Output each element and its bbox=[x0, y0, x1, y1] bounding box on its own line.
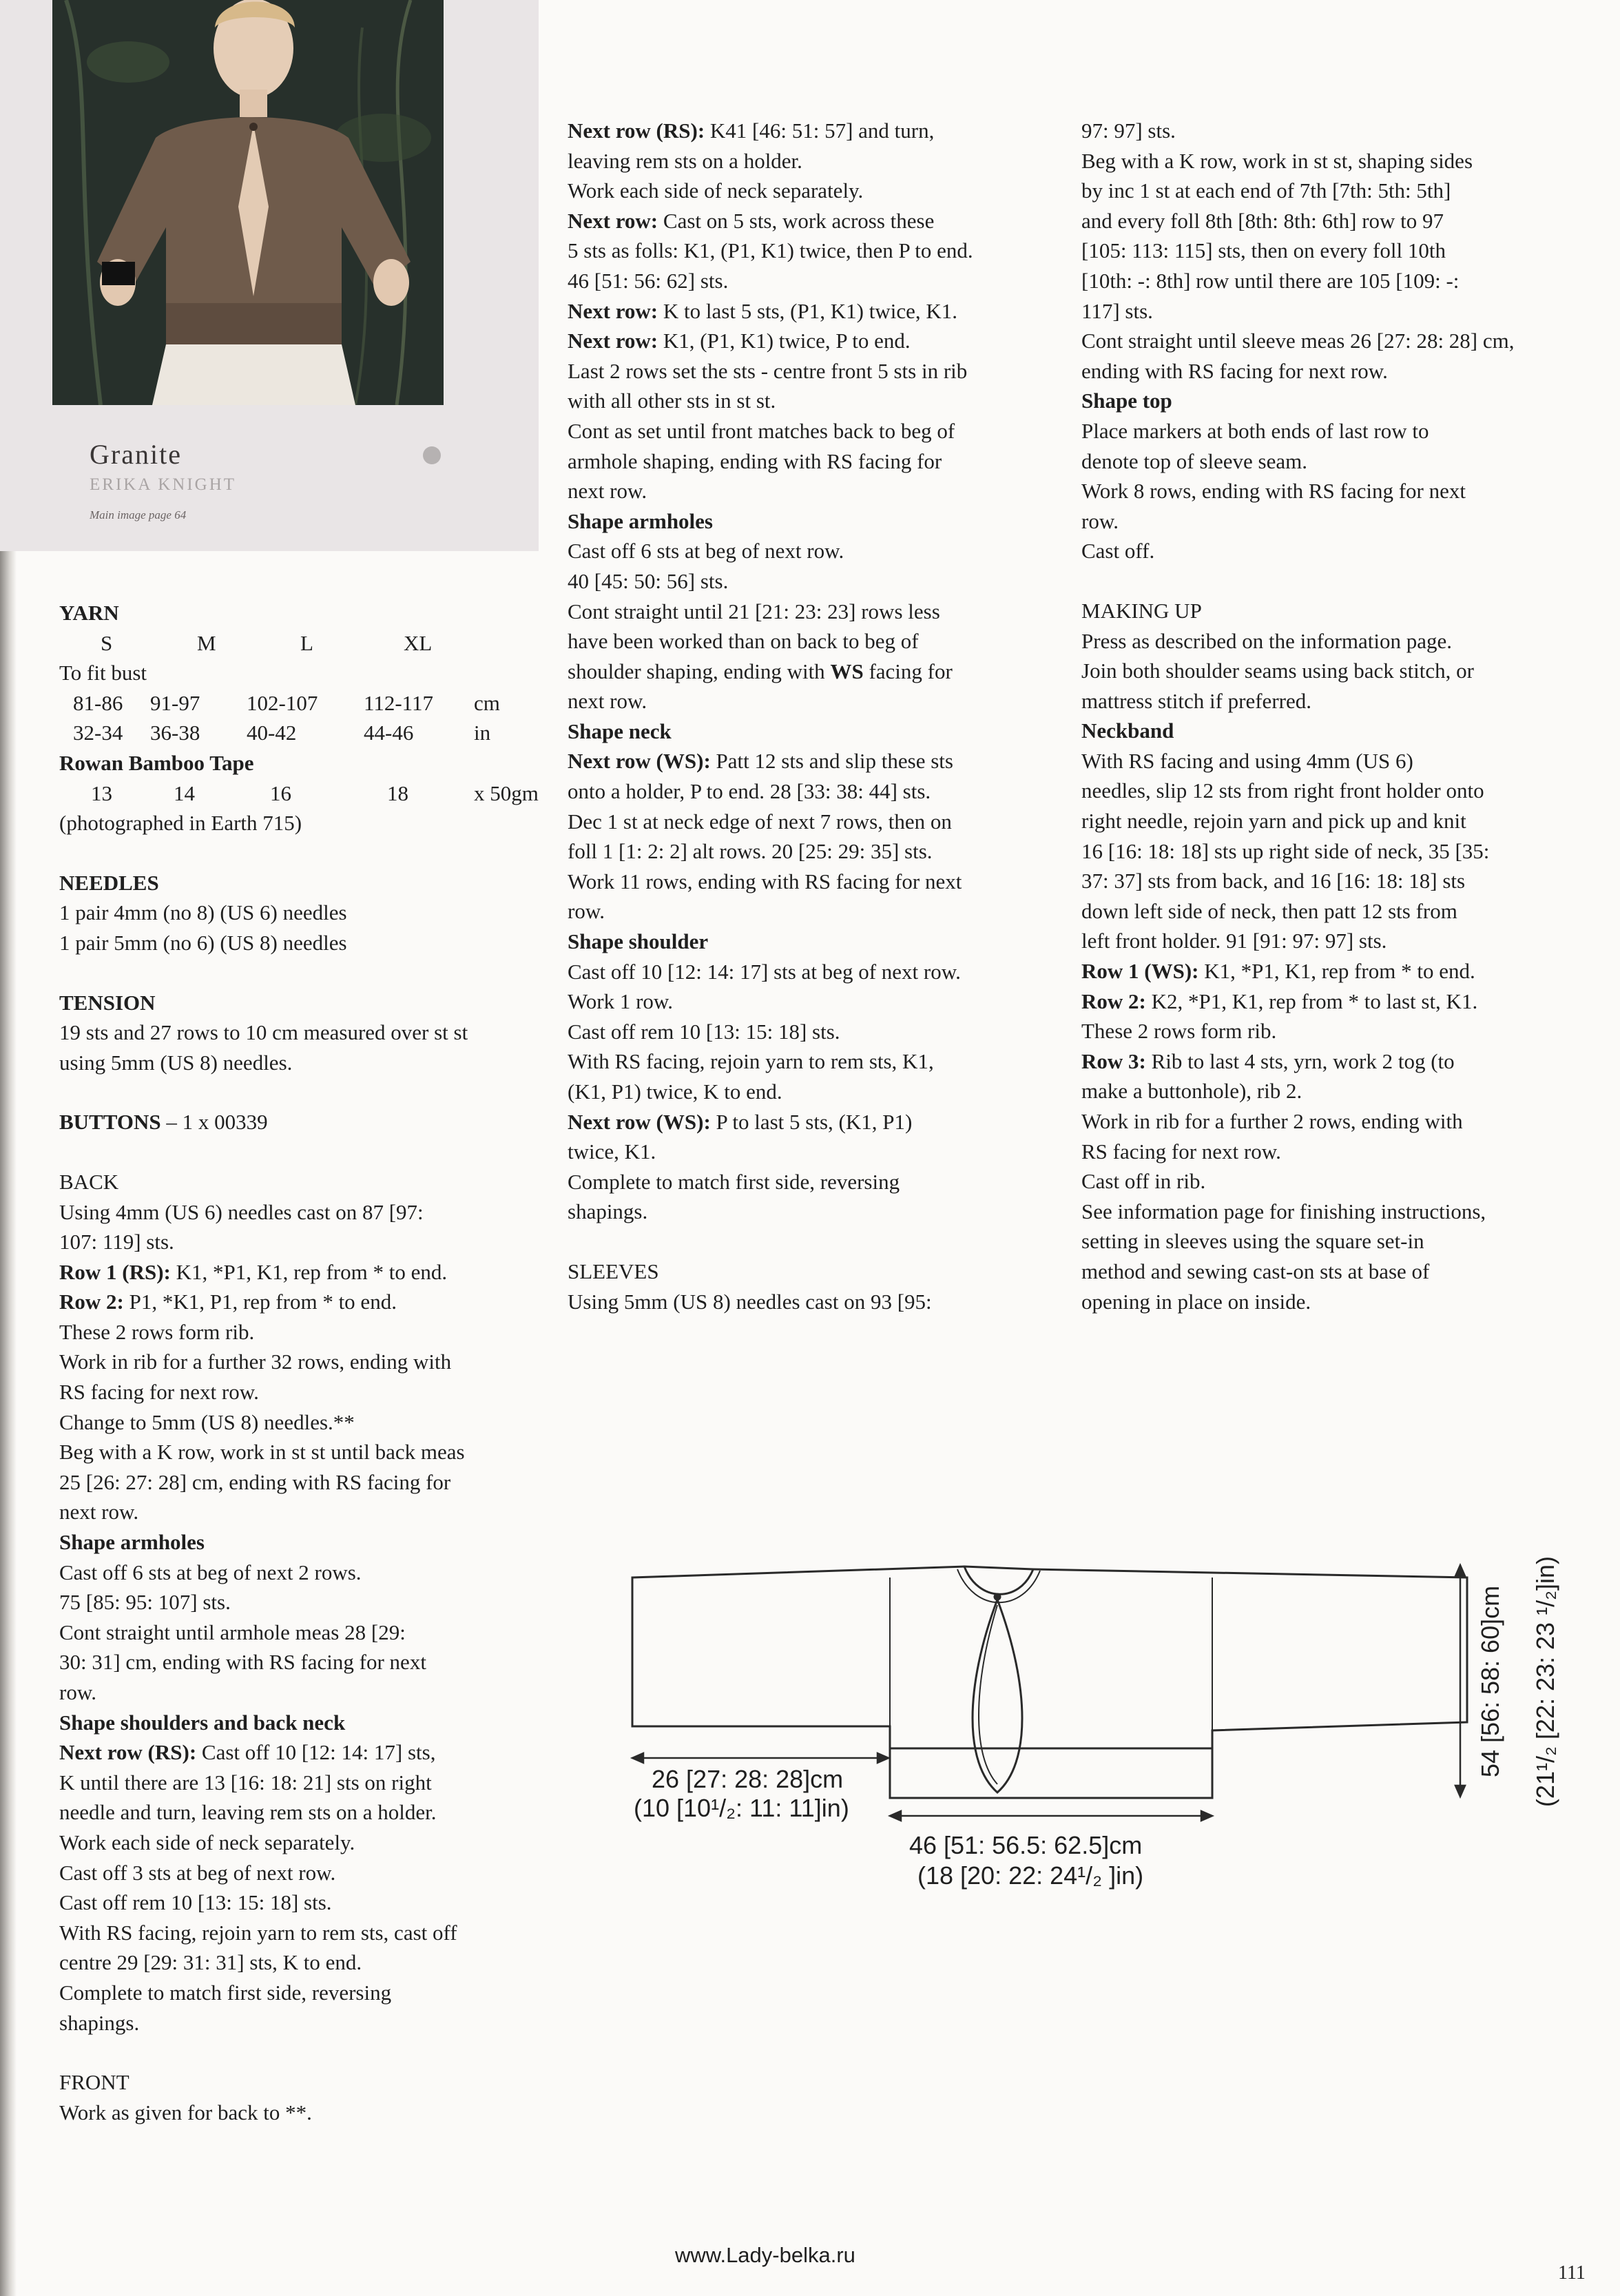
column-1 bbox=[59, 598, 555, 2127]
text-line: armhole shaping, ending with RS facing for bbox=[568, 448, 942, 473]
row-text: Patt 12 sts and slip these sts bbox=[710, 749, 953, 774]
text-line: [105: 113: 115] sts, then on every foll 10th bbox=[1081, 238, 1446, 263]
text-line: Cont as set until front matches back to beg of bbox=[568, 418, 955, 443]
text-line: Work in rib for a further 2 rows, ending with bbox=[1081, 1109, 1463, 1133]
row-text: K1, (P1, K1) twice, P to end. bbox=[658, 329, 911, 353]
row-line bbox=[1081, 986, 1564, 1017]
back-heading: BACK bbox=[59, 1169, 119, 1194]
text-line: 107: 119] sts. bbox=[59, 1230, 174, 1254]
size-table bbox=[59, 628, 555, 659]
text-line: twice, K1. bbox=[568, 1139, 656, 1164]
row-label: Next row (RS): bbox=[568, 118, 705, 143]
qty-s: 13 bbox=[91, 780, 112, 805]
cm-xl: 112-117 bbox=[364, 690, 434, 715]
page-number: 111 bbox=[1558, 2262, 1586, 2284]
row-label: Row 1 (RS): bbox=[59, 1259, 171, 1284]
text-line: next row. bbox=[568, 689, 647, 714]
qty-unit: x 50gm bbox=[474, 780, 539, 805]
text-line: Work 1 row. bbox=[568, 989, 674, 1014]
column-3 bbox=[1081, 116, 1564, 1316]
photographed-note: (photographed in Earth 715) bbox=[59, 811, 302, 836]
text-line: 97: 97] sts. bbox=[1081, 118, 1176, 143]
text-line: Cast off 6 sts at beg of next 2 rows. bbox=[59, 1560, 362, 1584]
needles-heading: NEEDLES bbox=[59, 870, 159, 895]
row-line bbox=[568, 326, 1050, 356]
text-line: opening in place on inside. bbox=[1081, 1289, 1311, 1314]
qty-row bbox=[59, 778, 555, 809]
sleeve-length-in: (10 [10¹/₂: 11: 11]in) bbox=[634, 1794, 849, 1822]
text-line: down left side of neck, then patt 12 sts from bbox=[1081, 898, 1457, 923]
in-unit: in bbox=[474, 721, 491, 745]
column-2 bbox=[568, 116, 1050, 1316]
row-line bbox=[59, 1287, 555, 1317]
shape-shoulder-heading: Shape shoulder bbox=[568, 929, 709, 954]
text-line: Last 2 rows set the sts - centre front 5 sts in rib bbox=[568, 358, 968, 383]
text-line: row. bbox=[568, 899, 605, 924]
size-m: M bbox=[197, 630, 216, 655]
tension-heading: TENSION bbox=[59, 990, 156, 1015]
row-text: K2, *P1, K1, rep from * to last st, K1. bbox=[1145, 989, 1478, 1013]
shape-shoulders-heading: Shape shoulders and back neck bbox=[59, 1710, 346, 1735]
text-line: (K1, P1) twice, K to end. bbox=[568, 1079, 782, 1104]
model-photo bbox=[52, 0, 444, 405]
length-dimension-arrow bbox=[1455, 1565, 1465, 1797]
row-label: Next row: bbox=[568, 208, 658, 233]
neck-edge bbox=[964, 1566, 1033, 1594]
text-line: 37: 37] sts from back, and 16 [16: 18: 18] sts bbox=[1081, 869, 1466, 893]
cm-l: 102-107 bbox=[247, 690, 318, 715]
text-line: Cast off 3 sts at beg of next row. bbox=[59, 1860, 336, 1885]
row-text: K41 [46: 51: 57] and turn, bbox=[705, 118, 935, 143]
width-in: (18 [20: 22: 24¹/₂ ]in) bbox=[917, 1861, 1144, 1890]
row-label: Next row (WS): bbox=[568, 1109, 711, 1134]
text-line: Cont straight until armhole meas 28 [29: bbox=[59, 1620, 406, 1644]
text-line: 30: 31] cm, ending with RS facing for next bbox=[59, 1650, 426, 1675]
row-label: Row 3: bbox=[1081, 1048, 1146, 1073]
text-line: 25 [26: 27: 28] cm, ending with RS facing for bbox=[59, 1469, 451, 1494]
shape-armholes-heading: Shape armholes bbox=[568, 508, 713, 533]
fit-label: To fit bust bbox=[59, 661, 147, 685]
text-line: next row. bbox=[568, 479, 647, 504]
text-line: Beg with a K row, work in st st until back meas bbox=[59, 1440, 465, 1465]
text-line: 46 [51: 56: 62] sts. bbox=[568, 268, 729, 293]
text-line: foll 1 [1: 2: 2] alt rows. 20 [25: 29: 35] sts. bbox=[568, 839, 933, 864]
text-line: Work 11 rows, ending with RS facing for next bbox=[568, 869, 962, 893]
text-line: Cast off rem 10 [13: 15: 18] sts. bbox=[59, 1890, 332, 1915]
garment-outline bbox=[632, 1566, 1467, 1798]
text-line: See information page for finishing instructions, bbox=[1081, 1199, 1486, 1223]
text-line: right needle, rejoin yarn and pick up and knit bbox=[1081, 809, 1466, 834]
text-line: needle and turn, leaving rem sts on a holder. bbox=[59, 1800, 437, 1825]
pattern-title: Granite bbox=[90, 439, 182, 470]
row-text: Cast off 10 [12: 14: 17] sts, bbox=[196, 1740, 436, 1765]
cm-unit: cm bbox=[474, 690, 500, 715]
length-in: (21¹/₂ [22: 23: 23 ¹/₂]in) bbox=[1531, 1555, 1560, 1808]
text-line: Dec 1 st at neck edge of next 7 rows, then on bbox=[568, 809, 952, 834]
text-line: Cont straight until 21 [21: 23: 23] rows less bbox=[568, 599, 940, 623]
qty-l: 16 bbox=[270, 780, 291, 805]
shape-armholes-heading: Shape armholes bbox=[59, 1530, 205, 1555]
text-line: These 2 rows form rib. bbox=[59, 1319, 255, 1344]
text-line: Work each side of neck separately. bbox=[568, 178, 864, 203]
text-line: These 2 rows form rib. bbox=[1081, 1019, 1277, 1044]
text-line: onto a holder, P to end. 28 [33: 38: 44] sts. bbox=[568, 779, 931, 804]
text-line: shapings. bbox=[59, 2010, 140, 2035]
text-line: With RS facing and using 4mm (US 6) bbox=[1081, 748, 1413, 773]
text-line: Work as given for back to **. bbox=[59, 2100, 312, 2124]
buttons-value: – 1 x 00339 bbox=[160, 1110, 268, 1135]
text-line: 75 [85: 95: 107] sts. bbox=[59, 1590, 231, 1615]
text-line: Cast off in rib. bbox=[1081, 1169, 1206, 1194]
making-up-heading: MAKING UP bbox=[1081, 598, 1202, 623]
sleeves-heading: SLEEVES bbox=[568, 1259, 659, 1283]
cm-s: 81-86 bbox=[73, 690, 123, 715]
text-line: row. bbox=[59, 1680, 96, 1704]
row-line bbox=[568, 1107, 1050, 1137]
sleeve-length-cm: 26 [27: 28: 28]cm bbox=[652, 1765, 844, 1793]
text-line: Cast off rem 10 [13: 15: 18] sts. bbox=[568, 1019, 840, 1044]
text-line: Complete to match first side, reversing bbox=[59, 1980, 392, 2005]
row-text: K1, *P1, K1, rep from * to end. bbox=[1198, 959, 1475, 984]
row-line bbox=[568, 746, 1050, 776]
in-m: 36-38 bbox=[150, 721, 200, 745]
text-line: Beg with a K row, work in st st, shaping sides bbox=[1081, 148, 1473, 173]
text-line: Join both shoulder seams using back stitch, or bbox=[1081, 659, 1474, 683]
row-label: Row 1 (WS): bbox=[1081, 959, 1199, 984]
shape-top-heading: Shape top bbox=[1081, 389, 1172, 413]
size-s: S bbox=[101, 630, 113, 655]
designer-name: ERIKA KNIGHT bbox=[90, 475, 237, 494]
row-text: Rib to last 4 sts, yrn, work 2 tog (to bbox=[1145, 1048, 1455, 1073]
size-xl: XL bbox=[404, 630, 433, 655]
tension-line: using 5mm (US 8) needles. bbox=[59, 1050, 293, 1075]
row-text: K to last 5 sts, (P1, K1) twice, K1. bbox=[658, 298, 957, 323]
footer-url: www.Lady-belka.ru bbox=[675, 2243, 855, 2267]
row-text: P to last 5 sts, (K1, P1) bbox=[710, 1109, 913, 1134]
image-reference: Main image page 64 bbox=[90, 508, 187, 521]
row-line bbox=[568, 206, 1050, 236]
row-line bbox=[568, 296, 1050, 327]
text-line: Cast off 6 sts at beg of next row. bbox=[568, 539, 844, 563]
qty-xl: 18 bbox=[387, 780, 408, 805]
text-line: With RS facing, rejoin yarn to rem sts, cast off bbox=[59, 1920, 457, 1945]
text-line: Cont straight until sleeve meas 26 [27: 28: 28] cm, bbox=[1081, 329, 1515, 353]
text-line: K until there are 13 [16: 18: 21] sts on right bbox=[59, 1770, 432, 1795]
model-illustration bbox=[52, 0, 444, 405]
row-label: Next row: bbox=[568, 329, 658, 353]
in-s: 32-34 bbox=[73, 721, 123, 745]
text-line: RS facing for next row. bbox=[59, 1380, 259, 1405]
pattern-card bbox=[0, 0, 539, 551]
text-line: RS facing for next row. bbox=[1081, 1139, 1281, 1163]
row-label: Next row: bbox=[568, 298, 658, 323]
cm-m: 91-97 bbox=[150, 690, 200, 715]
text-line: mattress stitch if preferred. bbox=[1081, 688, 1311, 713]
row-line bbox=[59, 1737, 555, 1768]
buttons-line bbox=[59, 1107, 555, 1137]
text-line: centre 29 [29: 31: 31] sts, K to end. bbox=[59, 1950, 362, 1975]
text-line: next row. bbox=[59, 1500, 139, 1524]
row-label: Next row (WS): bbox=[568, 749, 711, 774]
sleeve-dimension-arrow bbox=[632, 1753, 889, 1763]
row-label: Next row (RS): bbox=[59, 1740, 197, 1765]
row-line bbox=[1081, 1046, 1564, 1077]
needle-line: 1 pair 4mm (no 8) (US 6) needles bbox=[59, 900, 347, 925]
text-line: method and sewing cast-on sts at base of bbox=[1081, 1259, 1430, 1283]
width-cm: 46 [51: 56.5: 62.5]cm bbox=[909, 1831, 1143, 1859]
text-line: have been worked than on back to beg of bbox=[568, 629, 919, 654]
text-line bbox=[568, 656, 1050, 687]
text-line: and every foll 8th [8th: 8th: 6th] row to 97 bbox=[1081, 208, 1444, 233]
yarn-name: Rowan Bamboo Tape bbox=[59, 750, 254, 775]
row-text: K1, *P1, K1, rep from * to end. bbox=[170, 1259, 448, 1284]
text-line: Work in rib for a further 32 rows, ending with bbox=[59, 1349, 452, 1374]
text-line: denote top of sleeve seam. bbox=[1081, 448, 1307, 473]
size-l: L bbox=[300, 630, 313, 655]
text-line: 117] sts. bbox=[1081, 298, 1153, 323]
in-row bbox=[59, 718, 555, 748]
in-xl: 44-46 bbox=[364, 721, 414, 745]
text-line: Cast off. bbox=[1081, 539, 1155, 563]
text-line: Cast off 10 [12: 14: 17] sts at beg of next row. bbox=[568, 959, 961, 984]
text-fragment: shoulder shaping, ending with bbox=[568, 659, 831, 683]
text-line: Work each side of neck separately. bbox=[59, 1830, 355, 1854]
text-fragment: facing for bbox=[863, 659, 953, 683]
qty-m: 14 bbox=[174, 780, 195, 805]
text-line: row. bbox=[1081, 508, 1119, 533]
row-label: Row 2: bbox=[59, 1290, 124, 1314]
row-line bbox=[59, 1257, 555, 1287]
text-line: [10th: -: 8th] row until there are 105 [109: -: bbox=[1081, 268, 1460, 293]
text-line: by inc 1 st at each end of 7th [7th: 5th: 5th] bbox=[1081, 178, 1451, 203]
in-l: 40-42 bbox=[247, 721, 297, 745]
text-line: Press as described on the information page. bbox=[1081, 628, 1453, 653]
text-line: leaving rem sts on a holder. bbox=[568, 148, 802, 173]
text-line: left front holder. 91 [91: 97: 97] sts. bbox=[1081, 929, 1387, 953]
width-dimension-arrow bbox=[890, 1811, 1212, 1821]
text-line: Change to 5mm (US 8) needles.** bbox=[59, 1409, 355, 1434]
row-text: Cast on 5 sts, work across these bbox=[658, 208, 935, 233]
text-line: With RS facing, rejoin yarn to rem sts, K1, bbox=[568, 1049, 934, 1074]
shape-neck-heading: Shape neck bbox=[568, 718, 672, 743]
row-text: P1, *K1, P1, rep from * to end. bbox=[123, 1290, 397, 1314]
text-line: Work 8 rows, ending with RS facing for next bbox=[1081, 479, 1466, 504]
yarn-heading: YARN bbox=[59, 601, 119, 625]
text-line: 16 [16: 18: 18] sts up right side of neck, 35 [35: bbox=[1081, 838, 1490, 863]
text-line: with all other sts in st st. bbox=[568, 389, 776, 413]
text-line: make a buttonhole), rib 2. bbox=[1081, 1079, 1302, 1104]
text-line: ending with RS facing for next row. bbox=[1081, 358, 1388, 383]
bullet-dot-icon bbox=[423, 446, 441, 464]
text-line: Using 4mm (US 6) needles cast on 87 [97: bbox=[59, 1199, 424, 1224]
row-line bbox=[1081, 956, 1564, 986]
text-line: Complete to match first side, reversing bbox=[568, 1169, 900, 1194]
text-line: 40 [45: 50: 56] sts. bbox=[568, 568, 729, 593]
neckband-heading: Neckband bbox=[1081, 718, 1174, 743]
text-line: shapings. bbox=[568, 1199, 648, 1224]
front-heading: FRONT bbox=[59, 2070, 129, 2095]
row-label: Row 2: bbox=[1081, 989, 1146, 1013]
text-line: setting in sleeves using the square set-in bbox=[1081, 1229, 1424, 1254]
tension-line: 19 sts and 27 rows to 10 cm measured over st st bbox=[59, 1020, 468, 1045]
text-line: needles, slip 12 sts from right front holder onto bbox=[1081, 778, 1484, 803]
ws-bold: WS bbox=[830, 659, 864, 683]
buttons-heading: BUTTONS bbox=[59, 1110, 161, 1135]
text-line: Place markers at both ends of last row to bbox=[1081, 418, 1429, 443]
needle-line: 1 pair 5mm (no 6) (US 8) needles bbox=[59, 930, 347, 955]
cm-row bbox=[59, 688, 555, 718]
garment-schematic bbox=[606, 1550, 1570, 2018]
text-line: 5 sts as folls: K1, (P1, K1) twice, then P to end. bbox=[568, 238, 973, 263]
text-line: Using 5mm (US 8) needles cast on 93 [95: bbox=[568, 1289, 932, 1314]
length-cm: 54 [56: 58: 60]cm bbox=[1476, 1585, 1505, 1778]
row-line bbox=[568, 116, 1050, 146]
